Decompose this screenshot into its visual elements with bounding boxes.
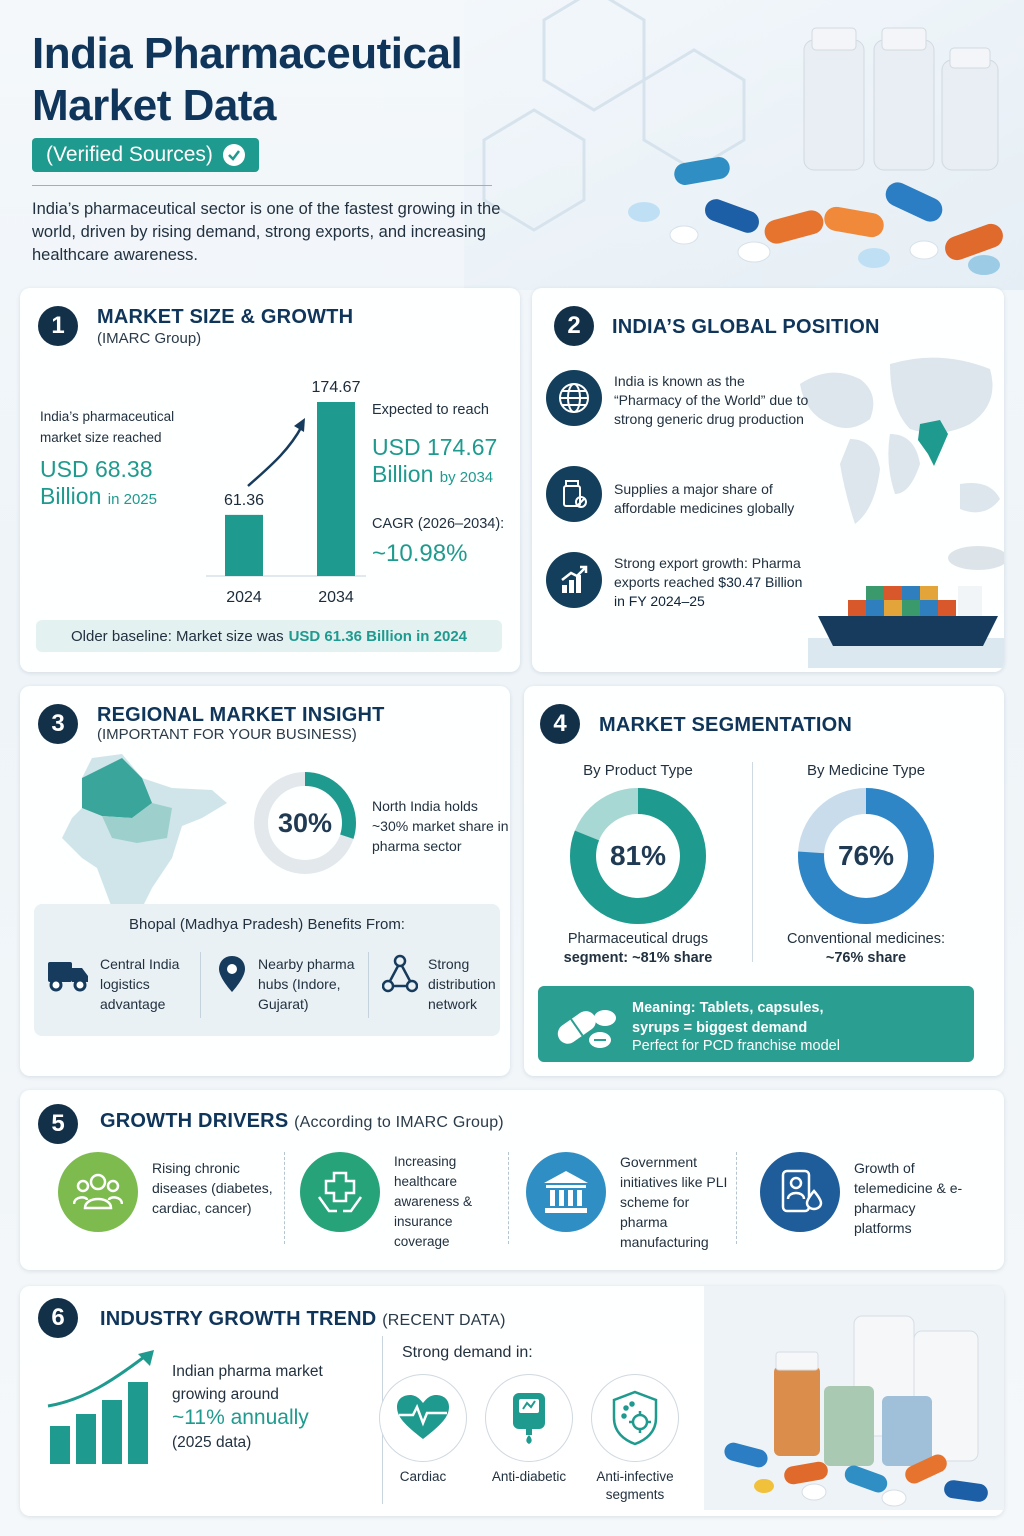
benefit-text: Strong distribution network (428, 956, 496, 1012)
demand-segment-label: Anti-diabetic (491, 1469, 567, 1484)
section-title: MARKET SIZE & GROWTH (97, 306, 354, 328)
demand-segment (590, 1374, 680, 1504)
medicine-type-caption (766, 930, 966, 968)
export-value: $30.47 Billion in FY 2024–25 (614, 574, 803, 609)
benefit-divider (200, 952, 201, 1018)
market-size-card (20, 288, 520, 672)
section-title (100, 1110, 504, 1133)
header-divider (32, 185, 492, 186)
value-2034-amount: USD 174.67 (372, 434, 498, 460)
market-size-2025-value (40, 456, 200, 513)
demand-segment-label: Anti-infective segments (596, 1469, 674, 1502)
global-position-item (546, 370, 814, 429)
driver-divider (736, 1152, 737, 1244)
product-caption-line2: segment: ~81% share (563, 950, 713, 966)
banner-line3: Perfect for PCD franchise model (632, 1038, 840, 1054)
verified-badge-label: (Verified Sources) (46, 143, 213, 166)
section-number-badge: 2 (554, 306, 594, 346)
benefit-text: Central India logistics advantage (100, 956, 180, 1012)
bhopal-benefits-title: Bhopal (Madhya Pradesh) Benefits From: (129, 916, 405, 933)
growth-trend-subtitle: (RECENT DATA) (382, 1312, 506, 1329)
market-size-bar-chart (190, 368, 380, 608)
people-icon (58, 1152, 138, 1232)
pills-hero-illustration (464, 0, 1024, 290)
segmentation-divider (752, 762, 753, 962)
global-position-text: India is known as the “Pharmacy of the World” due to strong generic drug production (614, 373, 809, 427)
growth-drivers-card (20, 1090, 1004, 1270)
meaning-banner (538, 986, 974, 1062)
benefit-text: Nearby pharma hubs (Indore, Gujarat) (258, 956, 355, 1012)
section-number-badge: 6 (38, 1298, 78, 1338)
growth-driver-item (760, 1152, 964, 1238)
growth-trend-year: (2025 data) (172, 1434, 252, 1451)
meaning-banner-title (632, 998, 824, 1038)
benefit-item (46, 954, 200, 1014)
growth-trend-rate: ~11% annually (172, 1406, 309, 1429)
growth-driver-item (300, 1152, 506, 1252)
section-title (100, 1308, 506, 1331)
older-baseline-note (36, 620, 502, 652)
section-title: REGIONAL MARKET INSIGHT (97, 704, 385, 726)
network-icon (382, 954, 418, 999)
benefit-item (216, 954, 358, 1014)
growth-driver-item (526, 1152, 730, 1252)
bhopal-benefits-box (34, 904, 500, 1036)
world-map-illustration (790, 344, 1004, 544)
growth-chart-icon (546, 552, 602, 608)
driver-divider (508, 1152, 509, 1244)
market-segmentation-card (524, 686, 1004, 1076)
demand-segment (484, 1374, 574, 1486)
growth-driver-text: Rising chronic diseases (diabetes, cardiac, cancer) (152, 1160, 273, 1216)
product-type-value: 81% (609, 840, 667, 871)
section-subtitle: (IMARC Group) (97, 330, 202, 347)
global-position-text: Supplies a major share of affordable medicines globally (614, 481, 795, 516)
global-position-item (546, 466, 814, 522)
value-2034-unit: Billion (372, 461, 434, 487)
value-2025-year: in 2025 (107, 491, 157, 508)
globe-icon (546, 370, 602, 426)
value-2025-unit: Billion (40, 483, 102, 509)
growth-driver-text: Increasing healthcare awareness & insurance coverage (394, 1154, 473, 1249)
benefit-divider (368, 952, 369, 1018)
medicine-bottle-icon (546, 466, 602, 522)
section-title: MARKET SEGMENTATION (599, 714, 853, 736)
verified-sources-badge (32, 138, 259, 172)
strong-demand-title: Strong demand in: (402, 1344, 533, 1361)
growth-arrow (248, 426, 302, 486)
section-number-badge: 5 (38, 1104, 78, 1144)
baseline-value: USD 61.36 Billion in 2024 (288, 627, 467, 645)
growth-driver-item (58, 1152, 282, 1232)
product-caption-line1: Pharmaceutical drugs (567, 931, 709, 947)
baseline-text: Older baseline: Market size was (71, 627, 284, 645)
medicine-type-title: By Medicine Type (806, 762, 926, 779)
page-title: India Pharmaceutical Market Data (32, 29, 463, 130)
section-number-badge: 1 (38, 306, 78, 346)
product-type-title: By Product Type (583, 762, 693, 779)
growth-trend-text (172, 1360, 352, 1454)
intro-paragraph: India’s pharmaceutical sector is one of the fastest growing in the world, driven by rising demand, strong exports, and increasing healthcare awareness. (32, 200, 501, 264)
growth-trend-bars-icon (44, 1350, 184, 1468)
cagr-label: CAGR (2026–2034): (372, 516, 505, 532)
north-india-share-value: 30% (277, 807, 333, 838)
growth-drivers-subtitle: (According to IMARC Group) (294, 1114, 504, 1131)
value-2034-year: by 2034 (439, 469, 494, 486)
glucometer-icon (485, 1374, 573, 1462)
location-pin-icon (216, 954, 248, 999)
chart-bar (225, 515, 263, 576)
global-position-item (546, 552, 814, 611)
medicine-caption-line1: Conventional medicines: (787, 931, 945, 947)
demand-segment (378, 1374, 468, 1486)
benefit-item (382, 954, 504, 1014)
section-number-badge: 3 (38, 704, 78, 744)
medicine-bottles-illustration (704, 1286, 1004, 1510)
capsule-icon (550, 998, 622, 1054)
north-india-share-text: North India holds ~30% market share in pharma sector (372, 798, 509, 854)
market-size-2034-value (372, 434, 520, 491)
section-title: INDIA’S GLOBAL POSITION (612, 316, 880, 338)
chart-category-label: 2024 (226, 589, 262, 606)
product-type-caption (538, 930, 738, 968)
driver-divider (284, 1152, 285, 1244)
market-size-2025-label: India’s pharmaceutical market size reached (40, 409, 175, 445)
chart-value-label: 61.36 (223, 491, 265, 509)
banner-line1: Meaning: Tablets, capsules, (632, 1000, 824, 1016)
banner-line2: syrups = biggest demand (632, 1020, 808, 1036)
check-icon (223, 144, 245, 166)
chart-bar (317, 402, 355, 576)
heart-pulse-icon (379, 1374, 467, 1462)
section-subtitle: (IMPORTANT FOR YOUR BUSINESS) (97, 726, 357, 743)
medicine-type-value: 76% (837, 840, 895, 871)
global-position-card (532, 288, 1004, 672)
expected-label: Expected to reach (372, 402, 489, 418)
telemedicine-icon (760, 1152, 840, 1232)
demand-segment-label: Cardiac (399, 1469, 447, 1484)
truck-icon (46, 954, 90, 999)
global-position-text (614, 552, 814, 611)
value-2025-amount: USD 68.38 (40, 456, 153, 482)
cargo-ship-illustration (808, 528, 1004, 668)
export-growth-text: Strong export growth: Pharma exports reached (614, 555, 801, 590)
india-map-highlight (918, 420, 948, 466)
healthcare-hands-icon (300, 1152, 380, 1232)
shield-virus-icon (591, 1374, 679, 1462)
growth-drivers-title: GROWTH DRIVERS (100, 1110, 289, 1132)
section-number-badge: 4 (540, 704, 580, 744)
government-building-icon (526, 1152, 606, 1232)
cagr-value: ~10.98% (372, 540, 468, 567)
chart-category-label: 2034 (318, 589, 354, 606)
growth-driver-text: Government initiatives like PLI scheme for pharma manufacturing (620, 1154, 728, 1250)
medicine-caption-line2: ~76% share (825, 950, 907, 966)
growth-driver-text: Growth of telemedicine & e-pharmacy platforms (854, 1160, 963, 1236)
industry-growth-card (20, 1286, 1004, 1516)
chart-value-label: 174.67 (311, 379, 361, 396)
growth-trend-title: INDUSTRY GROWTH TREND (100, 1308, 377, 1330)
regional-insight-card (20, 686, 510, 1076)
growth-trend-line1: Indian pharma market growing around (172, 1363, 323, 1403)
